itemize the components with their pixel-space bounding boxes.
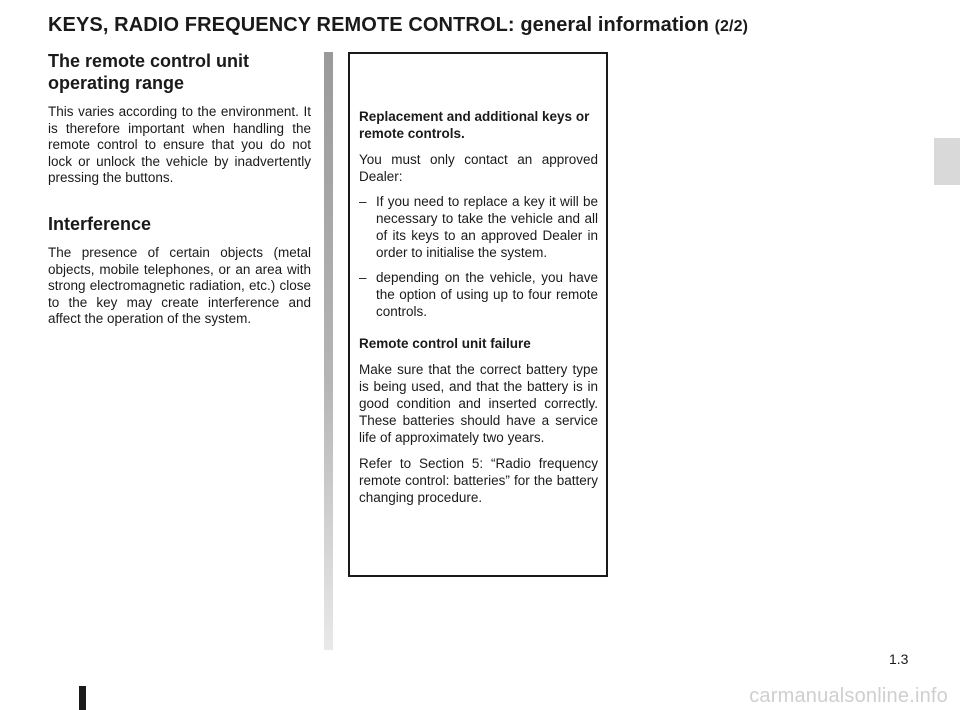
page-title <box>48 14 748 37</box>
failure-heading: Remote control unit failure <box>359 336 531 351</box>
interference-text: The presence of certain objects (metal objects, mobile telephones, or an area with strong electromagnetic radiation, etc.) close to the key may create interference and affect the operation of the system. <box>48 244 311 327</box>
failure-text: Make sure that the correct battery type is being used, and that the battery is in good condition and inserted correctly. These batteries should have a service life of approximately two years. <box>359 362 598 445</box>
list-item-text: If you need to replace a key it will be necessary to take the vehicle and all of its keys to an approved Dealer in order to initialise the system. <box>376 194 598 260</box>
info-box <box>348 52 608 577</box>
watermark: carmanualsonline.info <box>749 685 948 707</box>
corner-mark <box>79 686 86 710</box>
refer-text: Refer to Section 5: “Radio frequency remote control: batteries” for the battery changing procedure. <box>359 456 598 505</box>
dash-mark: – <box>359 270 367 285</box>
range-heading <box>48 50 311 94</box>
page-number: 1.3 <box>889 651 909 667</box>
range-heading-line1: The remote control unit <box>48 51 250 71</box>
replacement-list <box>359 193 598 320</box>
left-column <box>48 50 311 328</box>
page-title-suffix: (2/2) <box>714 18 749 35</box>
column-divider <box>324 52 333 650</box>
list-item-text: depending on the vehicle, you have the option of using up to four remote controls. <box>376 270 598 319</box>
list-item <box>359 193 598 261</box>
dash-mark: – <box>359 194 367 209</box>
replacement-heading: Replacement and additional keys or remote controls. <box>359 109 590 141</box>
list-item <box>359 269 598 320</box>
page-title-text: KEYS, RADIO FREQUENCY REMOTE CONTROL: general information <box>48 14 709 36</box>
range-heading-line2: operating range <box>48 73 185 93</box>
section-tab <box>934 138 960 185</box>
range-text: This varies according to the environment. It is therefore important when handling the remote control to ensure that you do not lock or unlock the vehicle by inadvertently pressing the buttons. <box>48 104 311 186</box>
dealer-text: You must only contact an approved Dealer: <box>359 152 598 184</box>
interference-heading: Interference <box>48 213 152 234</box>
